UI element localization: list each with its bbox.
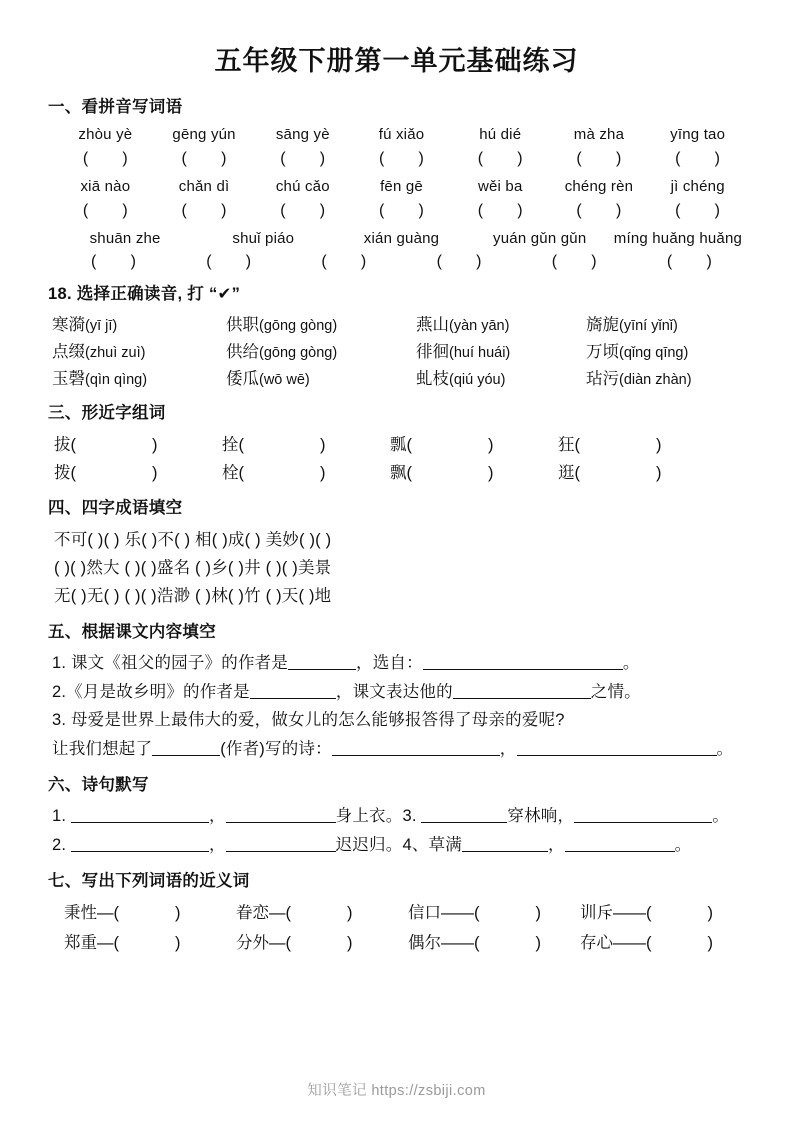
- similar-character-item[interactable]: [222, 431, 390, 459]
- paren-open: (: [181, 201, 188, 219]
- paren-close: ): [656, 435, 662, 454]
- question-text: ，课文表达他的: [335, 682, 453, 701]
- question-text: 之情。: [590, 682, 641, 701]
- fill-blank[interactable]: [250, 681, 336, 699]
- pronunciation-word: 万顷: [586, 342, 619, 361]
- section-heading-poem-dictation: 六、诗句默写: [48, 775, 149, 794]
- paren-close: ): [488, 435, 494, 454]
- pinyin-word: hú dié: [479, 126, 522, 144]
- paren-open: (: [477, 149, 484, 167]
- character-prompt: 拔(: [54, 435, 76, 454]
- pinyin-word: shuān zhe: [89, 229, 161, 247]
- answer-blank[interactable]: [632, 250, 747, 273]
- pronunciation-options: (gōng gòng): [259, 317, 338, 334]
- comprehension-item-3-line2: [46, 735, 747, 764]
- section-heading-choose-pronunciation: 18. 选择正确读音, 打 “✔”: [48, 285, 241, 304]
- paren-close: ): [320, 464, 326, 483]
- paren-open: (: [280, 149, 286, 167]
- question-text: 。: [674, 835, 692, 854]
- question-text: 穿林响，: [507, 807, 575, 826]
- character-prompt: 瓢(: [390, 435, 412, 454]
- paren-open: (: [378, 149, 385, 167]
- paren-close: ): [476, 253, 482, 271]
- character-prompt: 狂(: [558, 435, 580, 454]
- paren-close: ): [347, 934, 353, 953]
- idiom-row[interactable]: ( )( )然大 ( )( )盛名 ( )乡( )井 ( )( )美景: [54, 559, 332, 578]
- paren-close: ): [319, 149, 326, 167]
- paren-close: ): [707, 903, 713, 922]
- pronunciation-options: (qiú yóu): [449, 371, 506, 388]
- similar-character-item[interactable]: [390, 431, 558, 459]
- pinyin-word-row: [46, 124, 747, 147]
- question-text: (作者)写的诗：: [220, 740, 332, 759]
- pronunciation-item[interactable]: [226, 312, 404, 339]
- pronunciation-word: 寒漪: [52, 315, 85, 334]
- fill-blank[interactable]: [71, 806, 209, 824]
- synonym-row: [46, 928, 747, 959]
- answer-blank[interactable]: [648, 147, 747, 170]
- answer-blank[interactable]: [253, 199, 352, 222]
- synonym-item[interactable]: [580, 898, 752, 929]
- pronunciation-word: 旖旎: [586, 315, 619, 334]
- paren-close: ): [152, 435, 158, 454]
- paren-open: (: [181, 149, 188, 167]
- character-prompt: 飘(: [390, 464, 412, 483]
- pinyin-word: míng huǎng huǎng: [613, 229, 743, 247]
- answer-blank[interactable]: [451, 199, 550, 222]
- pronunciation-item[interactable]: [52, 339, 214, 366]
- paren-close: ): [122, 201, 128, 219]
- answer-blank[interactable]: [550, 147, 649, 170]
- paren-close: ): [152, 464, 158, 483]
- pronunciation-item[interactable]: [586, 339, 688, 366]
- pinyin-word-row: [46, 176, 747, 199]
- pronunciation-item[interactable]: [416, 312, 574, 339]
- pronunciation-options: (gōng gòng): [259, 344, 338, 361]
- answer-blank[interactable]: [155, 199, 254, 222]
- similar-character-item[interactable]: [54, 459, 222, 487]
- paren-open: (: [576, 149, 582, 167]
- pronunciation-options: (yàn yān): [449, 317, 510, 334]
- answer-blank[interactable]: [352, 147, 451, 170]
- synonym-prompt: 训斥——(: [580, 903, 652, 922]
- synonym-item[interactable]: [408, 928, 580, 959]
- pronunciation-options: (qìn qìng): [85, 371, 148, 388]
- fill-blank[interactable]: [226, 834, 336, 852]
- fill-blank[interactable]: [71, 834, 209, 852]
- pronunciation-word: 虬枝: [416, 369, 449, 388]
- paren-open: (: [675, 201, 681, 219]
- pinyin-word: zhòu yè: [78, 126, 133, 144]
- character-prompt: 拴(: [222, 435, 244, 454]
- synonym-item[interactable]: [64, 898, 236, 929]
- similar-character-item[interactable]: [558, 459, 726, 487]
- pinyin-word: xiā nào: [80, 178, 131, 196]
- paren-close: ): [130, 253, 137, 271]
- answer-blank[interactable]: [352, 199, 451, 222]
- paren-open: (: [82, 149, 89, 167]
- answer-blank[interactable]: [550, 199, 649, 222]
- pinyin-word: yuán gǔn gǔn: [493, 229, 587, 247]
- synonym-item[interactable]: [236, 898, 408, 929]
- line-number: 2.: [52, 835, 71, 854]
- paren-close: ): [615, 149, 622, 167]
- pronunciation-item[interactable]: [416, 339, 574, 366]
- paren-close: ): [535, 903, 541, 922]
- question-text: 迟迟归。4、草满: [335, 835, 462, 854]
- synonym-item[interactable]: [236, 928, 408, 959]
- paren-close: ): [517, 149, 523, 167]
- fill-blank[interactable]: [421, 806, 507, 824]
- similar-character-row: [46, 431, 747, 459]
- paren-close: ): [319, 201, 326, 219]
- section-heading-text-comprehension: 五、根据课文内容填空: [48, 622, 216, 641]
- fill-blank[interactable]: [574, 806, 712, 824]
- pronunciation-item[interactable]: [52, 366, 214, 393]
- fill-blank[interactable]: [152, 739, 220, 757]
- pinyin-word-row: [46, 228, 747, 251]
- pronunciation-item[interactable]: [226, 366, 404, 393]
- synonym-prompt: 郑重—(: [64, 934, 119, 953]
- question-text: ，: [208, 835, 226, 854]
- paren-close: ): [221, 201, 227, 219]
- paren-close: ): [517, 201, 523, 219]
- paren-close: ): [656, 464, 662, 483]
- pinyin-word: mà zha: [573, 126, 625, 144]
- answer-blank[interactable]: [56, 199, 155, 222]
- synonym-row: [46, 898, 747, 929]
- pinyin-group-1: [46, 124, 747, 170]
- pronunciation-word: 供职: [226, 315, 259, 334]
- pinyin-word: chú cǎo: [275, 178, 330, 196]
- similar-character-item[interactable]: [558, 431, 726, 459]
- pronunciation-item[interactable]: [586, 366, 692, 393]
- watermark: 知识笔记 https://zsbiji.com: [307, 1083, 486, 1099]
- question-text: ，: [547, 835, 565, 854]
- character-prompt: 拨(: [54, 464, 76, 483]
- synonym-prompt: 偶尔——(: [408, 934, 480, 953]
- question-text: 2.《月是故乡明》的作者是: [52, 682, 250, 701]
- paren-open: (: [206, 253, 212, 271]
- answer-blank-row: [46, 199, 747, 222]
- line-number: 1.: [52, 807, 71, 826]
- pronunciation-options: (yīní yǐnǐ): [619, 317, 678, 334]
- pronunciation-row: [46, 312, 747, 339]
- section-heading-pinyin: 一、看拼音写词语: [48, 98, 183, 117]
- synonym-prompt: 信口——(: [408, 903, 480, 922]
- question-text: 1. 课文《祖父的园子》的作者是: [52, 654, 289, 673]
- fill-blank[interactable]: [423, 653, 623, 671]
- pronunciation-word: 燕山: [416, 315, 449, 334]
- paren-close: ): [707, 934, 713, 953]
- fill-blank[interactable]: [226, 806, 336, 824]
- paren-close: ): [488, 464, 494, 483]
- paren-close: ): [418, 149, 425, 167]
- question-text: 让我们想起了: [52, 740, 153, 759]
- paren-open: (: [551, 253, 558, 271]
- pronunciation-options: (zhuì zuì): [85, 344, 146, 361]
- paren-close: ): [347, 903, 353, 922]
- paren-close: ): [175, 934, 181, 953]
- pinyin-word: fú xiǎo: [378, 126, 425, 144]
- section-heading-synonyms: 七、写出下列词语的近义词: [48, 871, 250, 890]
- answer-blank[interactable]: [253, 147, 352, 170]
- pronunciation-item[interactable]: [52, 312, 214, 339]
- paren-close: ): [706, 253, 712, 271]
- pronunciation-word: 供给: [226, 342, 259, 361]
- pronunciation-row: [46, 339, 747, 366]
- pinyin-group-3: [46, 228, 747, 274]
- paren-close: ): [714, 201, 721, 219]
- synonym-item[interactable]: [408, 898, 580, 929]
- pronunciation-options: (diàn zhàn): [619, 371, 692, 388]
- section-heading-similar-characters: 三、形近字组词: [48, 404, 166, 423]
- paren-open: (: [477, 201, 484, 219]
- paren-close: ): [418, 201, 425, 219]
- synonym-prompt: 眷恋—(: [236, 903, 291, 922]
- paren-close: ): [320, 435, 326, 454]
- question-text: 身上衣。3.: [335, 807, 422, 826]
- answer-blank[interactable]: [517, 250, 632, 273]
- question-text: 。: [712, 807, 729, 826]
- answer-blank[interactable]: [286, 250, 401, 273]
- question-text: ，: [499, 740, 517, 759]
- paren-open: (: [666, 253, 673, 271]
- paren-close: ): [535, 934, 541, 953]
- idiom-row[interactable]: 不可( )( ) 乐( )不( ) 相( )成( ) 美妙( )( ): [54, 530, 332, 549]
- paren-open: (: [436, 253, 443, 271]
- answer-blank-row: [46, 147, 747, 170]
- pronunciation-options: (qǐng qīng): [619, 344, 689, 361]
- answer-blank[interactable]: [171, 250, 286, 273]
- paren-close: ): [122, 149, 128, 167]
- character-prompt: 栓(: [222, 464, 244, 483]
- answer-blank[interactable]: [155, 147, 254, 170]
- paren-open: (: [91, 253, 97, 271]
- pinyin-word: yīng tao: [670, 126, 726, 144]
- pinyin-word: wěi ba: [477, 178, 523, 196]
- fill-blank[interactable]: [453, 681, 591, 699]
- section-heading-idioms: 四、四字成语填空: [48, 499, 183, 518]
- idiom-row[interactable]: 无( )无( ) ( )( )浩渺 ( )林( )竹 ( )天( )地: [54, 587, 332, 606]
- pronunciation-word: 徘徊: [416, 342, 449, 361]
- pronunciation-word: 点缀: [52, 342, 85, 361]
- pronunciation-options: (wō wē): [259, 371, 310, 388]
- paren-close: ): [175, 903, 181, 922]
- answer-blank[interactable]: [451, 147, 550, 170]
- paren-open: (: [576, 201, 582, 219]
- fill-blank[interactable]: [565, 834, 675, 852]
- pronunciation-options: (yī jī): [85, 317, 118, 334]
- answer-blank-row: [46, 250, 747, 273]
- fill-blank[interactable]: [332, 739, 500, 757]
- answer-blank[interactable]: [648, 199, 747, 222]
- paren-open: (: [82, 201, 89, 219]
- similar-character-item[interactable]: [222, 459, 390, 487]
- paren-open: (: [280, 201, 286, 219]
- poem-line-2: [46, 831, 747, 860]
- paren-close: ): [714, 149, 721, 167]
- synonym-item[interactable]: [580, 928, 752, 959]
- pinyin-word: gēng yún: [172, 126, 236, 144]
- pronunciation-item[interactable]: [226, 339, 404, 366]
- paren-open: (: [675, 149, 681, 167]
- paren-open: (: [321, 253, 327, 271]
- similar-character-row: [46, 459, 747, 487]
- fill-blank[interactable]: [517, 739, 717, 757]
- pinyin-word: xián guàng: [363, 229, 440, 247]
- question-text: ，选自：: [356, 654, 423, 673]
- question-text: ，: [208, 807, 226, 826]
- question-text: 。: [622, 654, 640, 673]
- pronunciation-word: 玉磬: [52, 369, 85, 388]
- synonym-prompt: 秉性—(: [64, 903, 119, 922]
- paren-close: ): [615, 201, 622, 219]
- pronunciation-word: 倭瓜: [226, 369, 259, 388]
- paren-close: ): [221, 149, 227, 167]
- question-text: 。: [716, 740, 734, 759]
- similar-character-item[interactable]: [390, 459, 558, 487]
- paren-close: ): [360, 253, 367, 271]
- paren-close: ): [591, 253, 597, 271]
- pinyin-word: chǎn dì: [178, 178, 230, 196]
- pronunciation-row: [46, 366, 747, 393]
- character-prompt: 逛(: [558, 464, 580, 483]
- pinyin-group-2: [46, 176, 747, 222]
- paren-open: (: [378, 201, 385, 219]
- comprehension-item-1: [46, 649, 747, 678]
- pronunciation-options: (huí huái): [449, 344, 511, 361]
- comprehension-item-3-line1: 3. 母爱是世界上最伟大的爱，做女儿的怎么能够报答得了母亲的爱呢?: [52, 711, 565, 730]
- pronunciation-word: 玷污: [586, 369, 619, 388]
- page-title: 五年级下册第一单元基础练习: [214, 46, 579, 76]
- synonym-prompt: 分外—(: [236, 934, 291, 953]
- pinyin-word: fēn gē: [380, 178, 423, 196]
- pinyin-word: sāng yè: [275, 126, 330, 144]
- synonym-prompt: 存心——(: [580, 934, 652, 953]
- answer-blank[interactable]: [56, 147, 155, 170]
- answer-blank[interactable]: [402, 250, 517, 273]
- pronunciation-item[interactable]: [416, 366, 574, 393]
- synonym-item[interactable]: [64, 928, 236, 959]
- similar-character-item[interactable]: [54, 431, 222, 459]
- answer-blank[interactable]: [56, 250, 171, 273]
- poem-line-1: [46, 802, 747, 831]
- fill-blank[interactable]: [462, 834, 548, 852]
- comprehension-item-2: [46, 678, 747, 707]
- pinyin-word: jì chéng: [670, 178, 725, 196]
- pronunciation-item[interactable]: [586, 312, 678, 339]
- pinyin-word: shuǐ piáo: [232, 229, 295, 247]
- paren-close: ): [245, 253, 252, 271]
- fill-blank[interactable]: [288, 653, 356, 671]
- pinyin-word: chéng rèn: [564, 178, 634, 196]
